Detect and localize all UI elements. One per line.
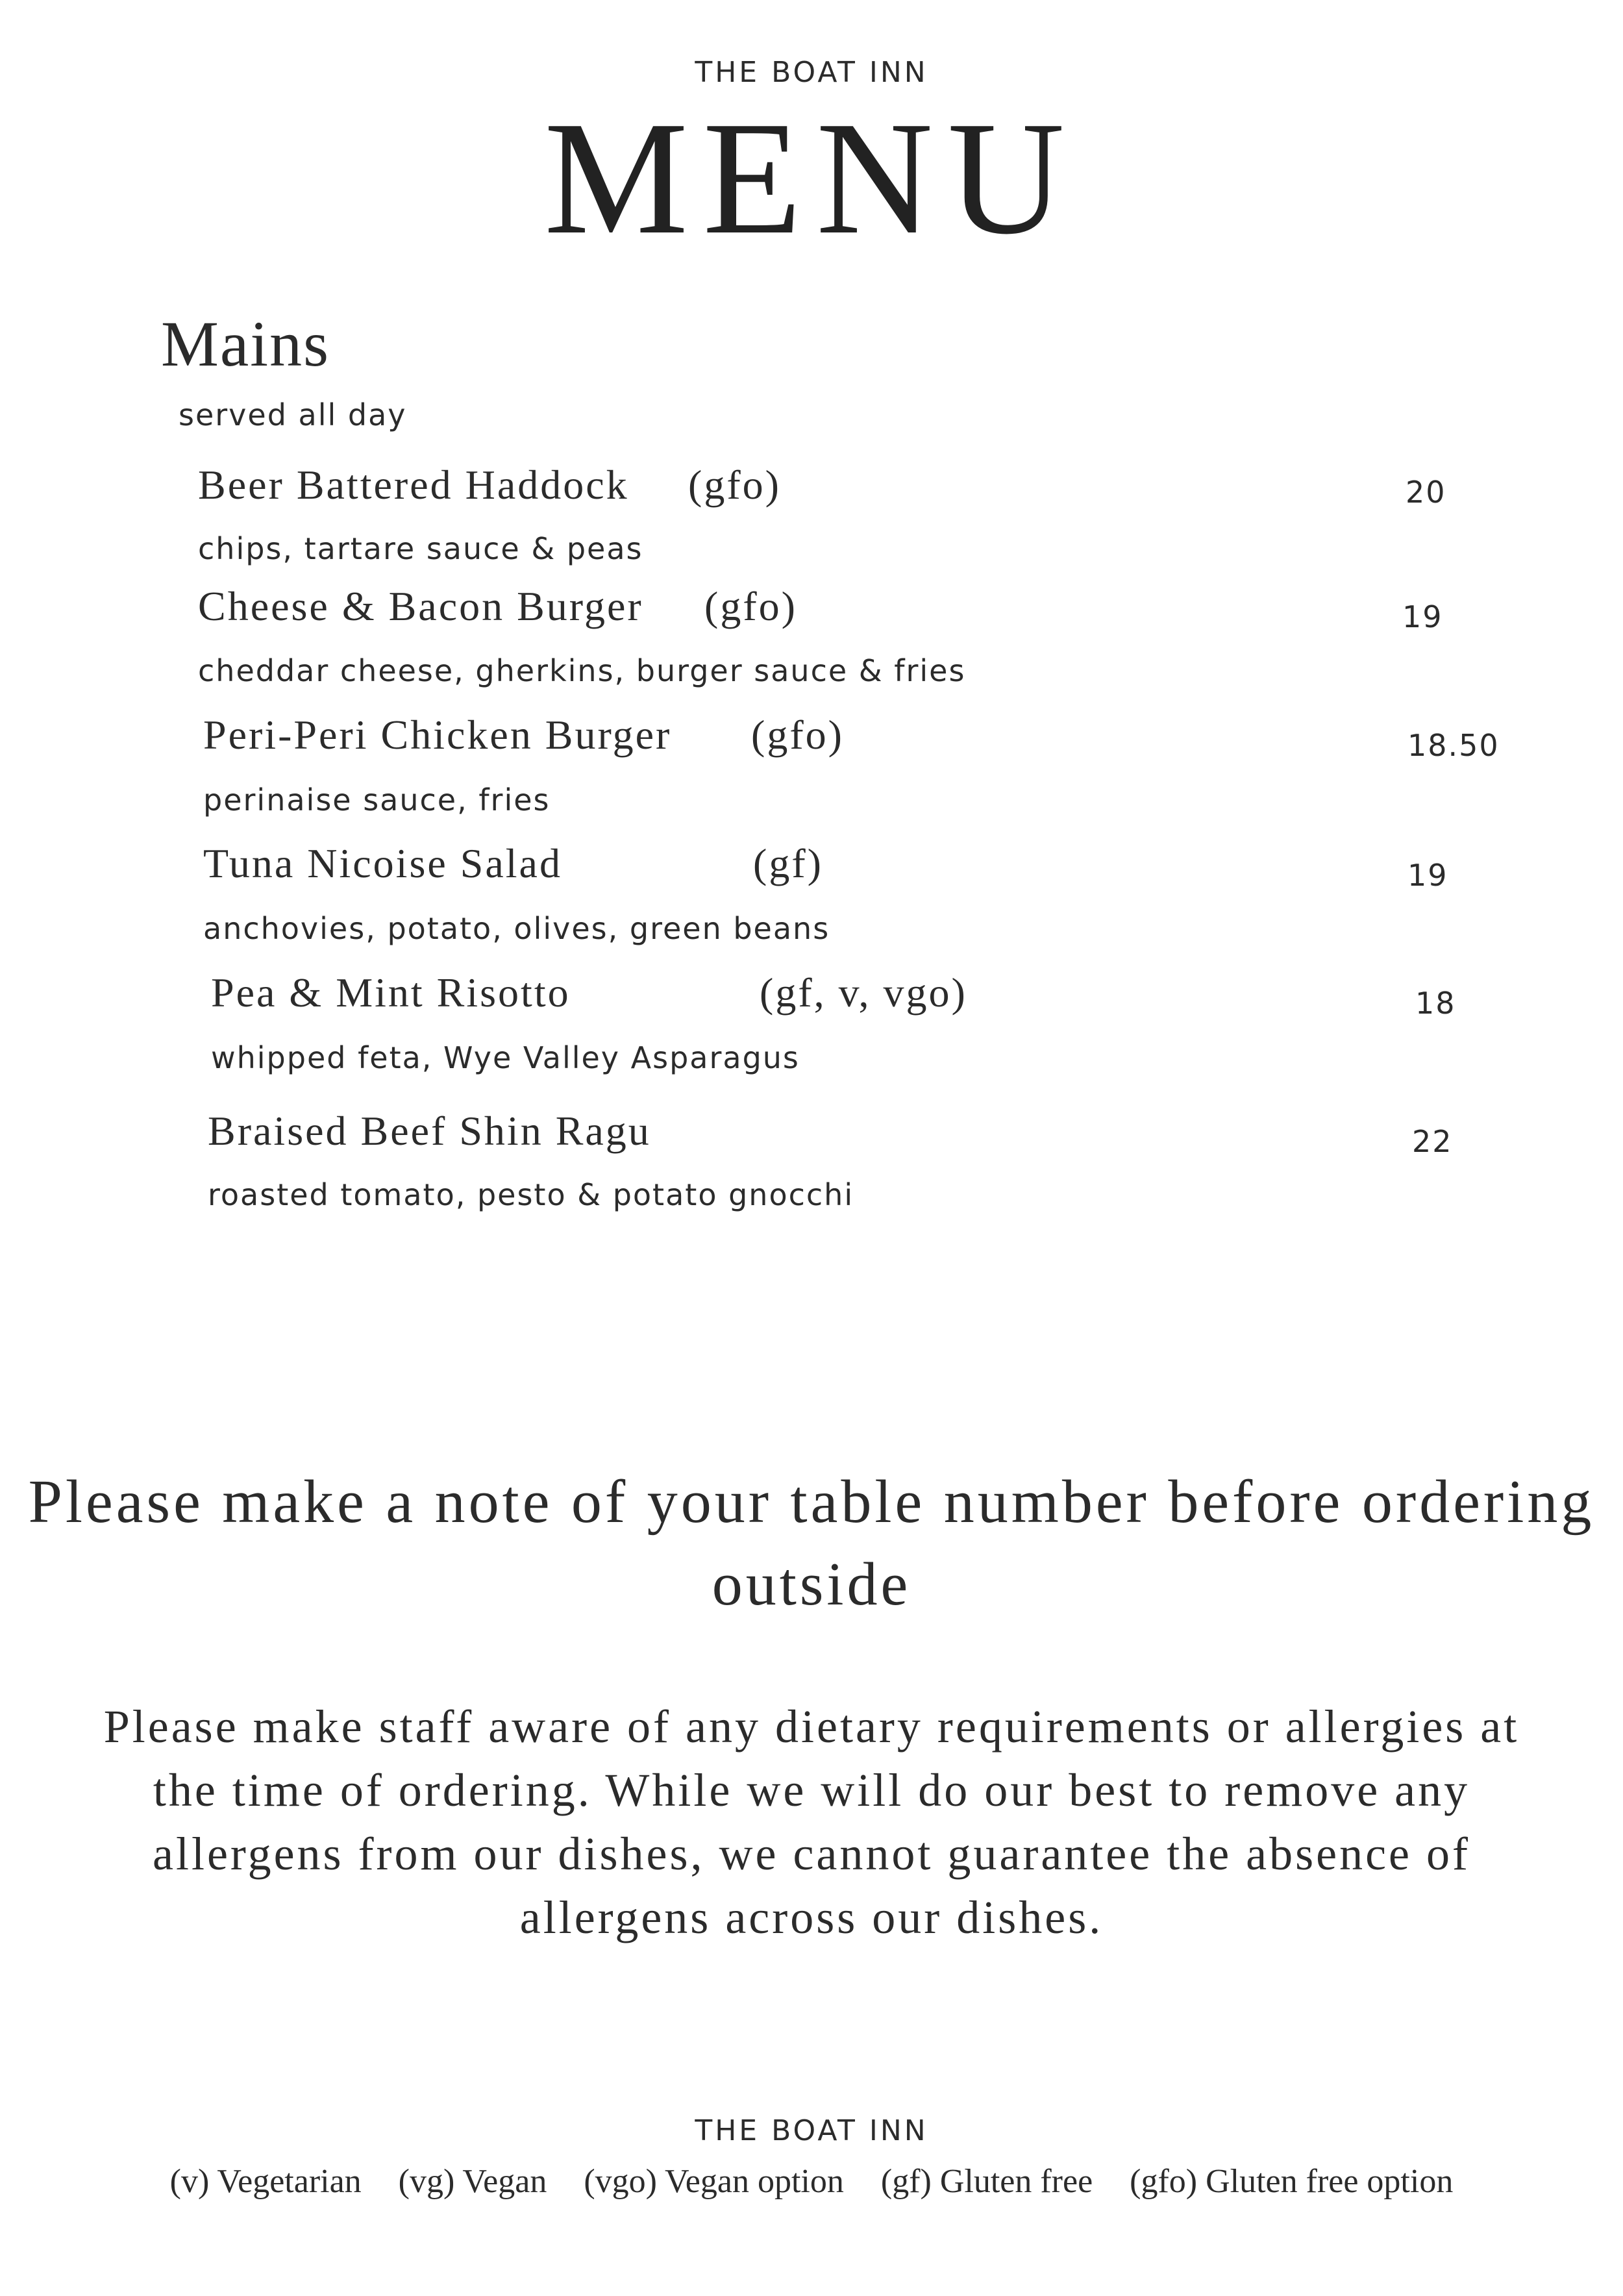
item-price-tuna: 19: [1407, 858, 1448, 893]
legend-gluten-free: (gf) Gluten free: [880, 2163, 1093, 2200]
dietary-legend: [0, 2162, 1623, 2201]
item-price-burger: 19: [1402, 599, 1443, 634]
item-tags-burger: (gfo): [704, 583, 797, 629]
item-name-haddock: Beer Battered Haddock: [198, 462, 629, 508]
item-desc-risotto: whipped feta, Wye Valley Asparagus: [211, 1040, 800, 1075]
item-name-ragu: Braised Beef Shin Ragu: [208, 1108, 651, 1154]
item-price-haddock: 20: [1406, 475, 1446, 510]
legend-vegan: (vg) Vegan: [398, 2163, 547, 2200]
item-tags-chicken: (gfo): [751, 712, 844, 758]
section-subtitle: served all day: [179, 397, 407, 432]
item-desc-burger: cheddar cheese, gherkins, burger sauce & fries: [198, 653, 966, 688]
menu-title: MENU: [543, 88, 1080, 268]
brand-header: THE BOAT INN: [695, 56, 928, 89]
item-price-chicken: 18.50: [1407, 728, 1500, 763]
item-desc-haddock: chips, tartare sauce & peas: [198, 531, 643, 566]
item-tags-haddock: (gfo): [688, 462, 781, 508]
item-price-ragu: 22: [1412, 1124, 1453, 1159]
legend-gluten-free-option: (gfo) Gluten free option: [1130, 2163, 1454, 2200]
item-tags-tuna: (gf): [753, 840, 823, 886]
table-number-notice: Please make a note of your table number before ordering outside: [28, 1468, 1595, 1618]
item-name-chicken: Peri-Peri Chicken Burger: [203, 712, 672, 758]
brand-footer: THE BOAT INN: [695, 2114, 928, 2147]
item-desc-chicken: perinaise sauce, fries: [203, 782, 551, 817]
allergy-notice: Please make staff aware of any dietary requirements or allergies at the time of ordering. While we will do our best to remove any allergens from our dishes, we cannot guarantee the absence of allergens across our dishes.: [103, 1701, 1520, 1943]
legend-vegan-option: (vgo) Vegan option: [584, 2163, 844, 2200]
section-title-mains: Mains: [161, 308, 330, 380]
item-name-burger: Cheese & Bacon Burger: [198, 583, 643, 629]
item-price-risotto: 18: [1415, 986, 1456, 1021]
item-name-tuna: Tuna Nicoise Salad: [203, 840, 562, 886]
legend-vegetarian: (v) Vegetarian: [169, 2163, 362, 2200]
item-desc-ragu: roasted tomato, pesto & potato gnocchi: [208, 1177, 854, 1212]
item-name-risotto: Pea & Mint Risotto: [211, 969, 571, 1016]
item-tags-risotto: (gf, v, vgo): [760, 969, 967, 1016]
item-desc-tuna: anchovies, potato, olives, green beans: [203, 911, 830, 946]
